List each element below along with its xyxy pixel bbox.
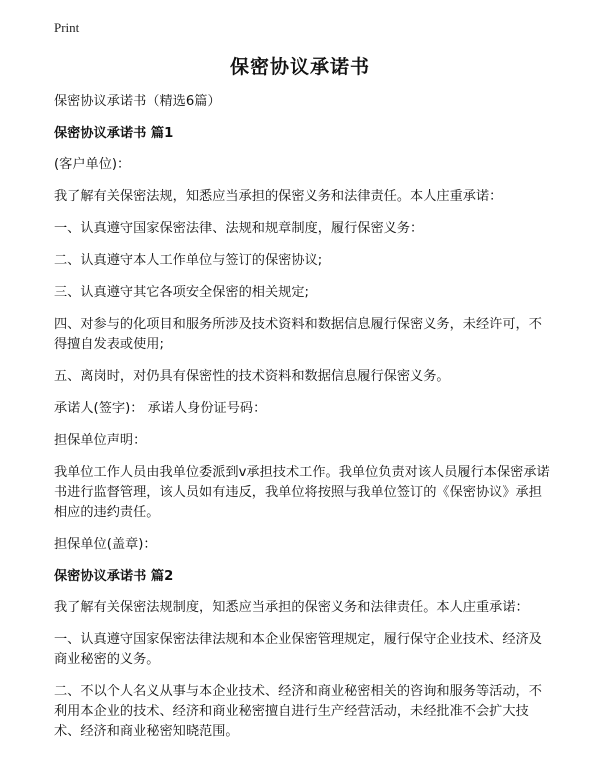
document-title: 保密协议承诺书 [229,56,370,78]
paragraph: 我单位工作人员由我单位委派到v承担技术工作。我单位负责对该人员履行本保密承诺书进行监督管理，该人员如有违反，我单位将按照与我单位签订的《保密协议》承担相应的违约责任。 [54,465,550,520]
paragraph: 三、认真遵守其它各项安全保密的相关规定; [54,285,310,300]
paragraph: 我了解有关保密法规，知悉应当承担的保密义务和法律责任。本人庄重承诺： [54,189,503,204]
paragraph: 二、不以个人名义从事与本企业技术、经济和商业秘密相关的咨询和服务等活动，不利用本企业的技术、经济和商业秘密擅自进行生产经营活动，未经批准不会扩大技术、经济和商业秘密知晓范围。 [54,684,542,739]
print-link[interactable]: Print [54,20,80,35]
paragraph: 一、认真遵守国家保密法律、法规和规章制度，履行保密义务： [54,221,424,236]
paragraph: 担保单位(盖章)： [54,537,157,552]
paragraph: 四、对参与的化项目和服务所涉及技术资料和数据信息履行保密义务，未经许可，不得擅自发表或使用; [54,317,542,352]
paragraph: 五、离岗时，对仍具有保密性的技术资料和数据信息履行保密义务。 [54,369,450,384]
paragraph: 担保单位声明： [54,433,147,448]
document-subtitle: 保密协议承诺书（精选6篇） [54,94,221,109]
document-body [54,92,554,754]
paragraph: 一、认真遵守国家保密法律法规和本企业保密管理规定，履行保守企业技术、经济及商业秘密的义务。 [54,632,542,667]
section-heading-1: 保密协议承诺书 篇1 [54,126,174,141]
paragraph: 二、认真遵守本人工作单位与签订的保密协议; [54,253,323,268]
paragraph: 承诺人(签字)： 承诺人身份证号码： [54,401,267,416]
section-heading-2: 保密协议承诺书 篇2 [54,569,174,584]
paragraph: (客户单位)： [54,157,131,172]
paragraph: 我了解有关保密法规制度，知悉应当承担的保密义务和法律责任。本人庄重承诺： [54,600,529,615]
